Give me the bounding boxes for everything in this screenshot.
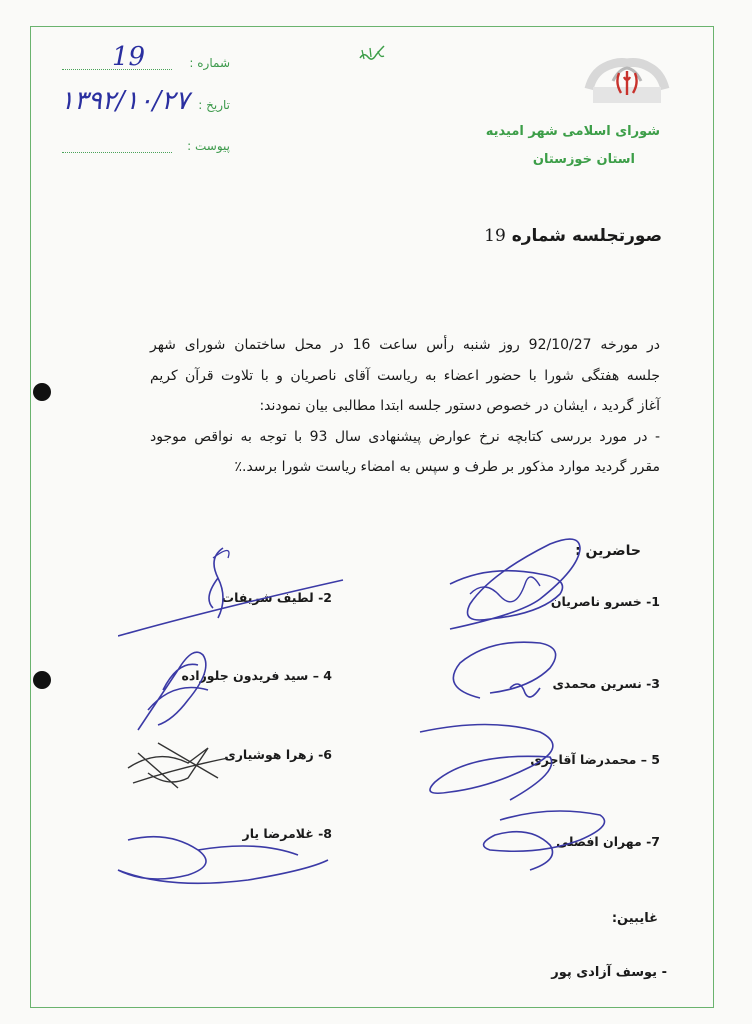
- minutes-title: [484, 226, 662, 246]
- absentees-heading: غایبین:: [611, 911, 658, 926]
- signature-member-1: [430, 524, 610, 634]
- body-line: مقرر گردید موارد مذکور بر طرف و سپس به امضاء ریاست شورا برسد.٪: [234, 459, 660, 475]
- date-label: تاریخ :: [198, 98, 230, 112]
- attachment-dotted-line: [62, 152, 172, 153]
- body-line: آغاز گردید ، ایشان در خصوص دستور جلسه ابتدا مطالبی بیان نمودند:: [259, 398, 660, 414]
- member-6-name: 6- زهرا هوشیاری: [224, 747, 332, 762]
- punch-hole-top: [33, 383, 51, 401]
- minutes-body: [150, 330, 660, 483]
- number-handwritten: 19: [112, 42, 146, 72]
- date-row: [198, 98, 230, 112]
- absentee-name: - یوسف آزادی پور: [551, 965, 667, 980]
- minutes-title-text: صورتجلسه شماره: [511, 226, 662, 246]
- number-label: شماره :: [189, 56, 230, 70]
- province-name: استان خوزستان: [532, 152, 635, 167]
- signature-member-6: [118, 728, 238, 798]
- member-2-name: 2- لطیف شریفات: [221, 590, 332, 605]
- punch-hole-bottom: [33, 671, 51, 689]
- signature-member-5: [410, 712, 570, 812]
- attachment-row: [187, 139, 230, 153]
- member-4-name: 4 – سید فریدون جلوزاده: [181, 668, 332, 683]
- signature-member-7: [470, 800, 620, 880]
- body-line: - در مورد بررسی کتابچه نرخ عوارض پیشنهادی سال 93 با توجه به نواقص موجود: [150, 428, 660, 445]
- signature-member-3: [440, 633, 570, 713]
- minutes-title-number: 19: [484, 226, 506, 246]
- body-line: در مورخه 92/10/27 روز شنبه رأس ساعت 16 در محل ساختمان شورای شهر: [150, 337, 660, 353]
- signature-member-4: [118, 630, 228, 740]
- attachment-label: پیوست :: [187, 139, 230, 153]
- basmala-calligraphy: [358, 42, 386, 64]
- council-emblem-icon: [583, 55, 671, 111]
- date-handwritten: ۱۳۹۲/۱۰/۲۷: [60, 86, 190, 116]
- member-7-name: 7- مهران افضلی: [556, 834, 660, 849]
- member-8-name: 8- غلامرضا یار: [242, 826, 332, 841]
- attendees-heading: حاضرین :: [575, 543, 641, 559]
- number-row: [189, 56, 230, 70]
- member-5-name: 5 – محمدرضا آقاجری: [530, 752, 660, 767]
- member-1-name: 1- خسرو ناصریان: [550, 594, 660, 609]
- body-line: جلسه هفتگی شورا با حضور اعضاء به ریاست آقای ناصریان و با تلاوت قرآن کریم: [150, 367, 660, 384]
- signature-member-8: [108, 820, 338, 900]
- council-name: شورای اسلامی شهر امیدیه: [485, 124, 660, 139]
- member-3-name: 3- نسرین محمدی: [552, 676, 660, 691]
